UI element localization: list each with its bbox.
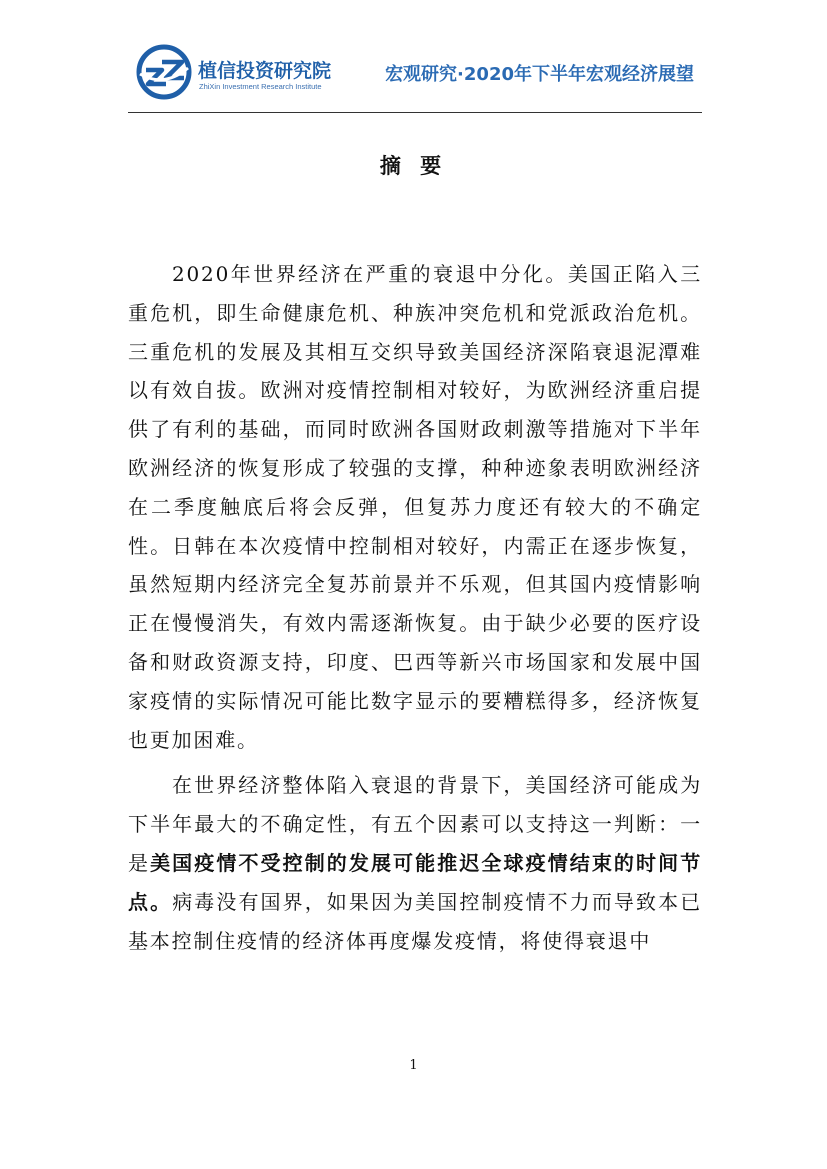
zhixin-logo-icon xyxy=(136,44,192,100)
org-name-en: ZhiXin Investment Research Institute xyxy=(199,82,322,91)
document-body xyxy=(128,255,702,967)
paragraph-2-intro: 在世界经济整体陷入衰退的背景下，美国经济可能成为下半年最大的不确定性，有五个因素可以支持这一判断：一是 xyxy=(128,773,702,875)
org-name-cn: 植信投资研究院 xyxy=(198,60,332,82)
paragraph-1: 2020年世界经济在严重的衰退中分化。美国正陷入三重危机，即生命健康危机、种族冲突危机和党派政治危机。三重危机的发展及其相互交织导致美国经济深陷衰退泥潭难以有效自拔。欧洲对疫情控制相对较好，为欧洲经济重启提供了有利的基础，而同时欧洲各国财政刺激等措施对下半年欧洲经济的恢复形成了较强的支撑，种种迹象表明欧洲经济在二季度触底后将会反弹，但复苏力度还有较大的不确定性。日韩在本次疫情中控制相对较好，内需正在逐步恢复，虽然短期内经济完全复苏前景并不乐观，但其国内疫情影响正在慢慢消失，有效内需逐渐恢复。由于缺少必要的医疗设备和财政资源支持，印度、巴西等新兴市场国家和发展中国家疫情的实际情况可能比数字显示的要糟糕得多，经济恢复也更加困难。 xyxy=(128,262,702,752)
page-header xyxy=(128,40,702,113)
report-title: 宏观研究·2020年下半年宏观经济展望 xyxy=(385,64,694,85)
document-title: 摘 要 xyxy=(379,154,448,178)
paragraph-2-rest: 病毒没有国界，如果因为美国控制疫情不力而导致本已基本控制住疫情的经济体再度爆发疫情，将使得衰退中 xyxy=(128,889,702,953)
paragraph-2-bold: 美国疫情不受控制的发展可能推迟全球疫情结束的时间节点。 xyxy=(128,850,702,914)
page-number: 1 xyxy=(409,1058,418,1073)
paragraph-2 xyxy=(128,766,702,960)
